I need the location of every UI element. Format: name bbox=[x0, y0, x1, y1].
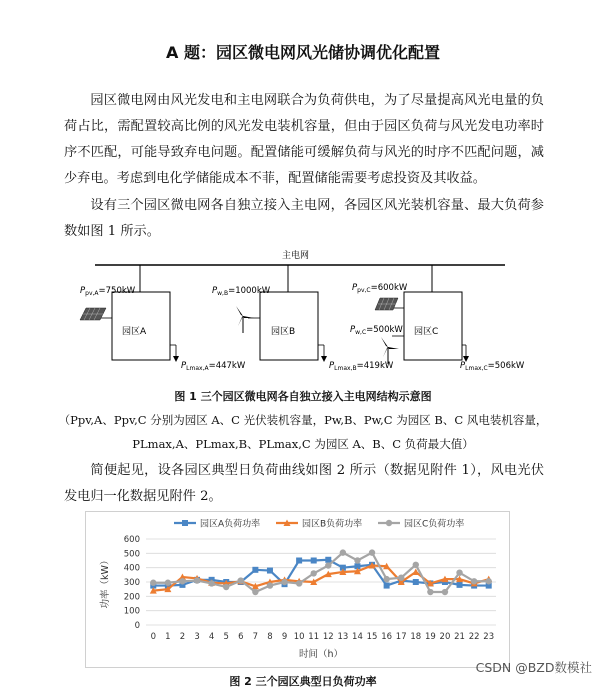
x-tick-label: 0 bbox=[150, 632, 157, 642]
data-point bbox=[208, 580, 214, 586]
data-point bbox=[413, 579, 419, 585]
data-point bbox=[311, 558, 317, 564]
x-tick-label: 2 bbox=[179, 632, 186, 642]
x-tick-label: 23 bbox=[483, 632, 495, 642]
x-tick-label: 12 bbox=[322, 632, 334, 642]
x-tick-label: 8 bbox=[267, 632, 273, 642]
data-point bbox=[384, 583, 390, 589]
data-point bbox=[281, 579, 287, 585]
data-point bbox=[471, 578, 477, 584]
legend-label: 园区B负荷功率 bbox=[302, 519, 363, 530]
svg-text:Ppv,C=600kW: $P_{pv,C}=600kW$ bbox=[352, 283, 408, 294]
data-point bbox=[325, 557, 331, 563]
park-a-box bbox=[112, 292, 170, 360]
paragraph-intro: 园区微电网由风光发电和主电网联合为负荷供电，为了尽量提高风光电量的负荷占比，需配置较高比例的风光发电装机容量，但由于园区负荷与风光发电功率时序不匹配，可能导致弃电问题。配置储能可缓解负荷与风光的时序不匹配问题，减少弃电。考虑到电化学储能成本不菲，配置储能需要考虑投资及其收益。 bbox=[64, 93, 544, 186]
paragraph-setup: 设有三个园区微电网各自独立接入主电网，各园区风光装机容量、最大负荷参数如图 1 所示。 bbox=[64, 198, 544, 239]
data-point bbox=[457, 582, 463, 588]
x-tick-label: 18 bbox=[410, 632, 422, 642]
data-point bbox=[252, 567, 258, 573]
data-point bbox=[456, 569, 462, 575]
x-tick-label: 19 bbox=[424, 632, 436, 642]
x-tick-label: 17 bbox=[395, 632, 407, 642]
x-tick-label: 13 bbox=[337, 632, 349, 642]
data-point bbox=[238, 577, 244, 583]
data-point bbox=[383, 576, 389, 582]
data-point bbox=[325, 562, 331, 568]
y-tick-label: 400 bbox=[123, 563, 140, 574]
x-tick-label: 6 bbox=[238, 632, 244, 642]
load-chart bbox=[86, 512, 509, 667]
x-tick-label: 16 bbox=[381, 632, 393, 642]
svg-text:PLmax,B=419kW: $P_{Lmax,B}=419kW$ bbox=[329, 361, 394, 372]
figure1-note-line1: （Ppv,A、Ppv,C 分别为园区 A、C 光伏装机容量，Pw,B、Pw,C 为园区 B、C 风电装机容量， bbox=[58, 413, 548, 427]
x-tick-label: 10 bbox=[293, 632, 305, 642]
load-chart-frame bbox=[85, 511, 510, 668]
y-tick-label: 200 bbox=[123, 592, 140, 603]
y-tick-label: 500 bbox=[123, 549, 140, 560]
svg-text:Pw,B=1000kW: $P_{w,B}=1000kW$ bbox=[212, 286, 271, 297]
legend-label: 园区A负荷功率 bbox=[200, 519, 261, 530]
paragraph-load-curve: 简便起见，设各园区典型日负荷曲线如图 2 所示（数据见附件 1），风电光伏发电归一化数据见附件 2。 bbox=[64, 463, 544, 504]
y-tick-label: 0 bbox=[134, 621, 140, 631]
data-point bbox=[369, 549, 375, 555]
wind-turbine-c-icon bbox=[381, 337, 399, 364]
x-axis-label: 时间（h） bbox=[298, 649, 344, 660]
data-point bbox=[267, 582, 273, 588]
data-point bbox=[413, 562, 419, 568]
figure1-note-line2: PLmax,A、PLmax,B、PLmax,C 为园区 A、B、C 负荷最大值） bbox=[132, 437, 474, 451]
svg-text:Pw,C=500kW: $P_{w,C}=500kW$ bbox=[350, 325, 403, 336]
svg-text:PLmax,A=447kW: $P_{Lmax,A}=447kW$ bbox=[181, 361, 246, 372]
data-point bbox=[296, 580, 302, 586]
x-tick-label: 20 bbox=[439, 632, 451, 642]
y-tick-label: 100 bbox=[123, 606, 140, 617]
legend-label: 园区C负荷功率 bbox=[404, 519, 465, 530]
data-point bbox=[194, 577, 200, 583]
x-tick-label: 4 bbox=[208, 632, 215, 642]
x-tick-label: 3 bbox=[194, 632, 200, 642]
data-point bbox=[311, 570, 317, 576]
x-tick-label: 5 bbox=[223, 632, 229, 642]
watermark: CSDN @BZD数模社 bbox=[475, 660, 592, 675]
park-c-name: 园区C bbox=[414, 327, 439, 337]
series-line-2 bbox=[153, 553, 488, 592]
data-point bbox=[267, 568, 273, 574]
grid-label: 主电网 bbox=[282, 251, 310, 261]
data-point bbox=[296, 558, 302, 564]
data-point bbox=[150, 580, 156, 586]
data-point bbox=[179, 578, 185, 584]
y-axis-label: 功率（kW） bbox=[100, 555, 111, 609]
data-point bbox=[486, 578, 492, 584]
figure2-caption: 图 2 三个园区典型日负荷功率 bbox=[229, 675, 377, 688]
wind-turbine-b-icon bbox=[236, 306, 254, 333]
x-tick-label: 15 bbox=[366, 632, 378, 642]
x-tick-label: 22 bbox=[468, 632, 480, 642]
park-a-name: 园区A bbox=[122, 327, 147, 337]
data-point bbox=[223, 584, 229, 590]
legend-marker bbox=[386, 520, 392, 526]
figure1-caption: 图 1 三个园区微电网各自独立接入主电网结构示意图 bbox=[174, 390, 432, 403]
x-tick-label: 1 bbox=[165, 632, 171, 642]
svg-text:Ppv,A=750kW: $P_{pv,A}=750kW$ bbox=[80, 286, 136, 297]
x-tick-label: 7 bbox=[252, 632, 259, 642]
x-tick-label: 11 bbox=[308, 632, 320, 642]
data-point bbox=[165, 580, 171, 586]
park-b-name: 园区B bbox=[271, 327, 296, 337]
x-tick-label: 14 bbox=[352, 632, 363, 642]
x-tick-label: 21 bbox=[454, 632, 465, 642]
data-point bbox=[354, 557, 360, 563]
data-point bbox=[398, 575, 404, 581]
park-c-box bbox=[404, 292, 462, 360]
svg-text:PLmax,C=506kW: $P_{Lmax,C}=506kW$ bbox=[460, 361, 525, 372]
legend-marker bbox=[182, 520, 188, 526]
data-point bbox=[340, 549, 346, 555]
page-title: A 题：园区微电网风光储协调优化配置 bbox=[166, 43, 440, 62]
data-point bbox=[442, 589, 448, 595]
x-tick-label: 9 bbox=[281, 632, 288, 642]
data-point bbox=[252, 589, 258, 595]
data-point bbox=[427, 589, 433, 595]
park-b-box bbox=[260, 292, 318, 360]
y-tick-label: 300 bbox=[123, 578, 140, 588]
y-tick-label: 600 bbox=[123, 535, 140, 545]
